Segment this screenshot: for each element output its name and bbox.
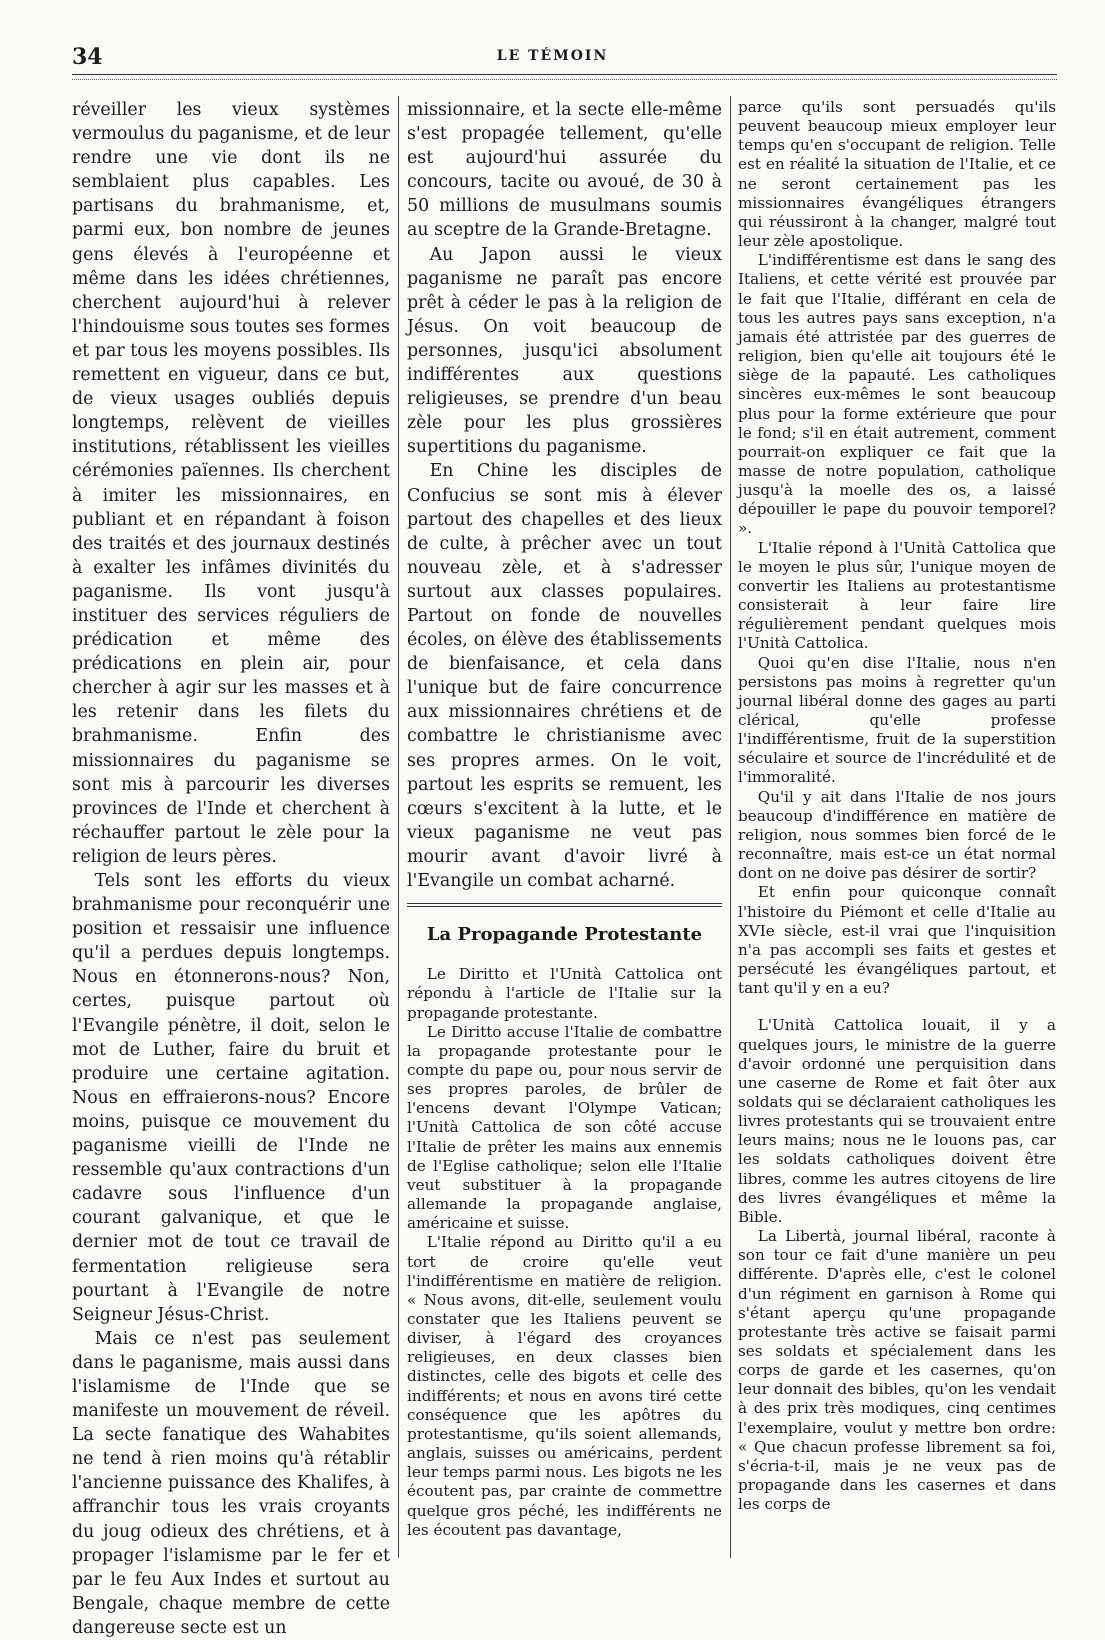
- paragraph: parce qu'ils sont persuadés qu'ils peuvent beaucoup mieux employer leur temps qu'en s'occupant de religion. Telle est en réalité la situation de l'Italie, et ce ne seront certainement pas les missionnaires évangéliques étrangers qui réussiront à la changer, malgré tout leur zèle apostolique.: [738, 98, 1056, 251]
- paragraph: L'Italie répond à l'Unità Cattolica que le moyen le plus sûr, l'unique moyen de convertir les Italiens au protestantisme consisterait à leur faire lire régulièrement pendant quelques mois l'Unità Cattolica.: [738, 538, 1056, 653]
- paragraph: L'Italie répond au Diritto qu'il a eu tort de croire qu'elle veut l'indifférentisme en matière de religion. « Nous avons, dit-elle, seulement voulu constater que les Italiens peuvent se diviser, à l'égard des croyances religieuses, en deux classes bien distinctes, celle des bigots et celle des indifférents; et nous en avons tiré cette conséquence que les apôtres du protestantisme, qu'ils soient allemands, anglais, suisses ou américains, perdent leur temps parmi nous. Les bigots ne les écoutent pas, par crainte de commettre quelque gros péché, les indifférents ne les écoutent pas davantage,: [407, 1233, 722, 1539]
- paragraph: Et enfin pour quiconque connaît l'histoire du Piémont et celle d'Italie au XVIe siècle, est-il vrai que l'inquisition n'a pas accompli ses faits et gestes et persécuté les évangéliques partout, et tant qu'il y en a eu?: [738, 883, 1056, 998]
- column-divider: [398, 96, 399, 1558]
- paragraph: Au Japon aussi le vieux paganisme ne paraît pas encore prêt à céder le pas à la religion de Jésus. On voit beaucoup de personnes, jusqu'ici absolument indifférentes aux questions religieuses, se prendre d'un beau zèle pour les plus grossières supertitions du paganisme.: [407, 244, 722, 458]
- paragraph: Qu'il y ait dans l'Italie de nos jours beaucoup d'indifférence en matière de religion, nous sommes bien forcé de le reconnaître, mais est-ce un état normal dont on ne doive pas désirer de sortir?: [738, 787, 1056, 883]
- paragraph: Tels sont les efforts du vieux brahmanisme pour reconquérir une position et ressaisir une influence qu'il a perdues depuis longtemps. Nous en étonnerons-nous? Non, certes, puisque partout où l'Evangile pénètre, il doit, selon le mot de Luther, faire du bruit et produire une certaine agitation. Nous en effraierons-nous? Encore moins, puisque ce mouvement du paganisme vieilli de l'Inde ne ressemble qu'aux contractions d'un cadavre sous l'influence d'un courant galvanique, et que le dernier mot de tout ce travail de fermentation religieuse sera pourtant à l'Evangile de notre Seigneur Jésus-Christ.: [72, 871, 390, 1325]
- column-divider: [730, 96, 731, 1558]
- paragraph: L'Unità Cattolica louait, il y a quelques jours, le ministre de la guerre d'avoir ordonné une perquisition dans une caserne de Rome et fait ôter aux soldats qui se déclaraient catholiques les livres protestants qui se trouvaient entre leurs mains; nous ne le louons pas, car les soldats catholiques doivent être libres, comme les autres citoyens de lire des livres évangéliques et même la Bible.: [738, 1016, 1056, 1226]
- paragraph: L'indifférentisme est dans le sang des Italiens, et cette vérité est prouvée par le fait que l'Italie, différant en cela de tous les autres pays sans exception, n'a jamais été attristée par des guerres de religion, bien qu'elle ait toujours été le siège de la papauté. Les catholiques sincères eux-mêmes le sont beaucoup plus pour la forme extérieure que pour le fond; s'il en était autrement, comment pourrait-on expliquer ce fait que la masse de notre population, catholique jusqu'à la moelle des os, a laissé dépouiller le pape du pouvoir temporel? ».: [738, 251, 1056, 538]
- column-1: [72, 98, 390, 1638]
- paragraph: En Chine les disciples de Confucius se sont mis à élever partout des chapelles et des lieux de culte, à prêcher avec un tout nouveau zèle, et à s'adresser surtout aux classes populaires. Partout on fonde de nouvelles écoles, on élève des établissements de bienfaisance, et cela dans l'unique but de faire concurrence aux missionnaires chrétiens et de combattre le christianisme avec ses propres armes. On le voit, partout les esprits se remuent, les cœurs s'excitent à la lutte, et le vieux paganisme ne veut pas mourir avant d'avoir livré à l'Evangile un combat acharné.: [407, 461, 722, 891]
- page-number: 34: [72, 44, 103, 70]
- paragraph: Le Diritto et l'Unità Cattolica ont répondu à l'article de l'Italie sur la propagande protestante.: [407, 965, 722, 1022]
- paragraph: La Libertà, journal libéral, raconte à son tour ce fait d'une manière un peu différente. D'après elle, c'est le colonel d'un régiment en garnison à Rome qui s'étant aperçu qu'une propagande protestante très active se faisait parmi ses soldats et spécialement dans les corps de garde et les casernes, qu'on leur donnait des bibles, qu'on les vendait à des prix très modiques, cinq centimes l'exemplaire, voulut y mettre bon ordre: « Que chacun professe librement sa foi, s'écria-t-il, mais je ne veux pas de propagande dans les casernes et dans les corps de: [738, 1227, 1056, 1514]
- section-divider: [407, 903, 722, 907]
- column-3: [738, 98, 1056, 1558]
- column-2: [407, 98, 722, 1558]
- paragraph: réveiller les vieux systèmes vermoulus du paganisme, et de leur rendre une vie dont ils ne semblaient plus capables. Les partisans du brahmanisme, et, parmi eux, bon nombre de jeunes gens élevés à l'européenne et même dans les idées chrétiennes, cherchent aujourd'hui à relever l'hindouisme sous toutes ses formes et par tous les moyens possibles. Ils remettent en vigueur, dans ce but, de vieux usages oubliés depuis longtemps, relèvent de vieilles institutions, rétablissent les vieilles cérémonies païennes. Ils cherchent à imiter les missionnaires, en publiant et en répandant à foison des traités et des journaux destinés à exalter les infâmes divinités du paganisme. Ils vont jusqu'à instituer des services réguliers de prédication et même des prédications en plein air, pour chercher à agir sur les masses et à les retenir dans les filets du brahmanisme. Enfin des missionnaires du paganisme se sont mis à parcourir les diverses provinces de l'Inde et cherchent à réchauffer partout le zèle pour la religion de leurs pères.: [72, 100, 390, 867]
- header-rule: [72, 74, 1057, 80]
- section-title: La Propagande Protestante: [426, 924, 703, 946]
- section-body: [407, 965, 722, 1540]
- paragraph-gap: [738, 998, 1056, 1016]
- running-title: LE TÉMOIN: [496, 48, 609, 64]
- paragraph: Mais ce n'est pas seulement dans le paganisme, mais aussi dans l'islamisme de l'Inde que se manifeste un mouvement de réveil. La secte fanatique des Wahabites ne tend à rien moins qu'à rétablir l'ancienne puissance des Khalifes, à affranchir tous les vrais croyants du joug odieux des chrétiens, et à propager l'islamisme par le fer et par le feu Aux Indes et surtout au Bengale, chaque membre de cette dangereuse secte est un: [72, 1328, 390, 1638]
- paragraph: Le Diritto accuse l'Italie de combattre la propagande protestante pour le compte du pape ou, pour nous servir de ses propres paroles, de brûler de l'encens devant l'Olympe Vatican; l'Unità Cattolica de son côté accuse l'Italie de prêter les mains aux ennemis de l'Eglise catholique; selon elle l'Italie veut substituer à la propagande allemande la propagande anglaise, américaine et suisse.: [407, 1022, 722, 1233]
- paragraph: missionnaire, et la secte elle-même s'est propagée tellement, qu'elle est aujourd'hui assurée du concours, tacite ou avoué, de 30 à 50 millions de musulmans soumis au sceptre de la Grande-Bretagne.: [407, 100, 722, 241]
- paragraph: Quoi qu'en dise l'Italie, nous n'en persistons pas moins à regretter qu'un journal libéral donne des gages au parti clérical, qu'elle professe l'indifférentisme, fruit de la superstition séculaire et source de l'incrédulité et de l'immoralité.: [738, 653, 1056, 787]
